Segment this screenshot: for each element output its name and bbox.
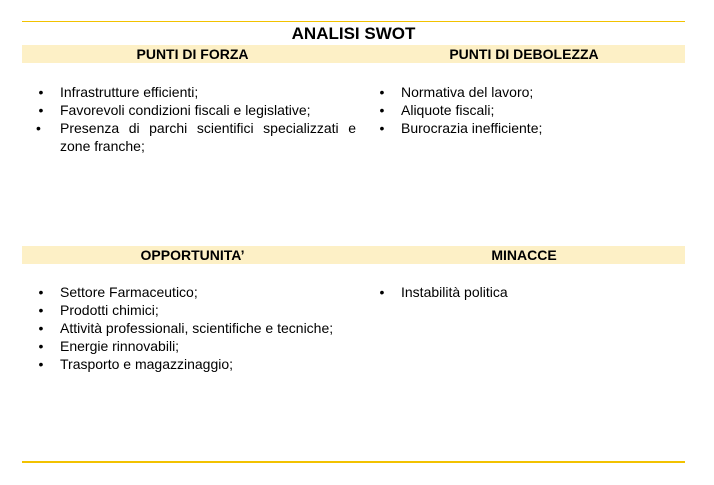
list-item	[38, 301, 360, 319]
top-rule	[22, 21, 685, 22]
bottom-rule	[22, 461, 685, 463]
bullet-icon: •	[38, 356, 44, 372]
header-band-top	[22, 45, 685, 63]
bullet-icon: •	[38, 302, 44, 318]
bullet-icon: •	[379, 84, 385, 100]
list-item-text: Aliquote fiscali;	[401, 102, 495, 118]
list-item	[38, 83, 356, 101]
list-item-text: Presenza di parchi scientifici specializzati e zone franche;	[60, 120, 356, 154]
weaknesses-heading: PUNTI DI DEBOLEZZA	[449, 46, 599, 62]
weaknesses-list	[379, 83, 681, 137]
list-item-text: Energie rinnovabili;	[60, 338, 180, 354]
list-item	[379, 101, 681, 119]
list-item-text: Prodotti chimici;	[60, 302, 159, 318]
opportunities-heading: OPPORTUNITA’	[140, 247, 245, 263]
list-item	[38, 283, 360, 301]
list-item-text: Burocrazia inefficiente;	[401, 120, 543, 136]
list-item-text: Normativa del lavoro;	[401, 84, 534, 100]
page-title: ANALISI SWOT	[291, 24, 416, 43]
list-item	[38, 355, 360, 373]
list-item-text: Settore Farmaceutico;	[60, 284, 198, 300]
bullet-icon: •	[38, 284, 44, 300]
header-band-bottom	[22, 246, 685, 264]
strengths-list	[36, 83, 356, 155]
opportunities-list	[38, 283, 360, 373]
list-item	[36, 119, 356, 155]
list-item-text: Infrastrutture efficienti;	[60, 84, 199, 100]
bullet-icon: •	[38, 102, 44, 118]
list-item-text: Attività professionali, scientifiche e tecniche;	[60, 320, 334, 336]
threats-heading: MINACCE	[491, 247, 557, 263]
list-item-text: Instabilità politica	[401, 284, 508, 300]
list-item	[379, 119, 681, 137]
bullet-icon: •	[38, 84, 44, 100]
list-item	[38, 337, 360, 355]
list-item-text: Trasporto e magazzinaggio;	[60, 356, 234, 372]
bullet-icon: •	[38, 320, 44, 336]
threats-list	[379, 283, 681, 301]
swot-table	[22, 21, 685, 463]
list-item	[379, 283, 681, 301]
list-item	[379, 83, 681, 101]
bullet-icon: •	[38, 338, 44, 354]
bullet-icon: •	[379, 284, 385, 300]
bullet-icon: •	[379, 102, 385, 118]
list-item	[38, 319, 360, 337]
strengths-heading: PUNTI DI FORZA	[136, 46, 249, 62]
list-item	[38, 101, 356, 119]
bullet-icon: •	[379, 120, 385, 136]
bullet-icon: •	[36, 120, 41, 136]
list-item-text: Favorevoli condizioni fiscali e legislative;	[60, 102, 311, 118]
